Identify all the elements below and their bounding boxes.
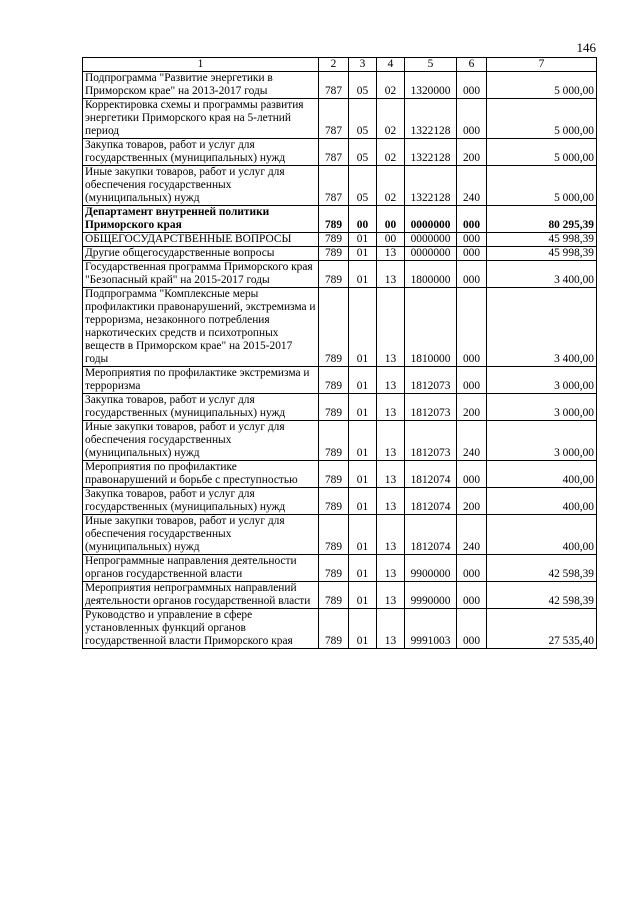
- row-name-cell: Иные закупки товаров, работ и услуг для обеспечения государственных (муниципальных) нужд: [83, 166, 319, 206]
- row-expense-type-cell: 000: [457, 72, 487, 99]
- row-subsection-cell: 02: [377, 139, 405, 166]
- row-target-article-cell: 1812073: [405, 421, 457, 461]
- row-subsection-cell: 13: [377, 367, 405, 394]
- row-expense-type-cell: 000: [457, 288, 487, 367]
- row-amount-cell: 5 000,00: [487, 99, 597, 139]
- row-name-cell: ОБЩЕГОСУДАРСТВЕННЫЕ ВОПРОСЫ: [83, 233, 319, 247]
- row-target-article-cell: 1812074: [405, 461, 457, 488]
- row-subsection-cell: 02: [377, 166, 405, 206]
- table-row: [83, 609, 597, 649]
- row-admin-code-cell: 789: [319, 288, 349, 367]
- row-admin-code-cell: 789: [319, 421, 349, 461]
- row-section-cell: 01: [349, 247, 377, 261]
- row-admin-code-cell: 789: [319, 394, 349, 421]
- row-subsection-cell: 13: [377, 247, 405, 261]
- row-subsection-cell: 13: [377, 261, 405, 288]
- row-name-cell: Мероприятия непрограммных направлений деятельности органов государственной власти: [83, 582, 319, 609]
- row-amount-cell: 3 000,00: [487, 367, 597, 394]
- row-expense-type-cell: 200: [457, 488, 487, 515]
- row-admin-code-cell: 789: [319, 367, 349, 394]
- row-amount-cell: 3 400,00: [487, 288, 597, 367]
- page-number: 146: [576, 40, 596, 55]
- table-row: [83, 515, 597, 555]
- row-expense-type-cell: 240: [457, 515, 487, 555]
- row-target-article-cell: 9900000: [405, 555, 457, 582]
- row-expense-type-cell: 000: [457, 461, 487, 488]
- row-amount-cell: 400,00: [487, 488, 597, 515]
- table-row: [83, 555, 597, 582]
- row-section-cell: 01: [349, 582, 377, 609]
- row-section-cell: 05: [349, 166, 377, 206]
- row-amount-cell: 45 998,39: [487, 247, 597, 261]
- table-row: [83, 72, 597, 99]
- row-section-cell: 05: [349, 72, 377, 99]
- table-row: [83, 421, 597, 461]
- row-section-cell: 05: [349, 139, 377, 166]
- row-expense-type-cell: 000: [457, 555, 487, 582]
- row-expense-type-cell: 000: [457, 233, 487, 247]
- row-amount-cell: 3 400,00: [487, 261, 597, 288]
- row-name-cell: Закупка товаров, работ и услуг для государственных (муниципальных) нужд: [83, 488, 319, 515]
- row-expense-type-cell: 000: [457, 247, 487, 261]
- row-target-article-cell: 1800000: [405, 261, 457, 288]
- table-row: [83, 461, 597, 488]
- row-admin-code-cell: 789: [319, 206, 349, 233]
- row-expense-type-cell: 000: [457, 367, 487, 394]
- row-name-cell: Подпрограмма "Развитие энергетики в Приморском крае" на 2013-2017 годы: [83, 72, 319, 99]
- row-amount-cell: 45 998,39: [487, 233, 597, 247]
- table-row: [83, 233, 597, 247]
- row-target-article-cell: 0000000: [405, 247, 457, 261]
- row-subsection-cell: 13: [377, 288, 405, 367]
- row-subsection-cell: 13: [377, 421, 405, 461]
- row-subsection-cell: 13: [377, 461, 405, 488]
- row-target-article-cell: 1812073: [405, 367, 457, 394]
- row-expense-type-cell: 000: [457, 261, 487, 288]
- row-subsection-cell: 13: [377, 394, 405, 421]
- row-admin-code-cell: 789: [319, 609, 349, 649]
- header-cell-3: 3: [349, 58, 377, 72]
- header-cell-7: 7: [487, 58, 597, 72]
- row-section-cell: 01: [349, 488, 377, 515]
- row-amount-cell: 400,00: [487, 515, 597, 555]
- row-target-article-cell: 0000000: [405, 206, 457, 233]
- row-target-article-cell: 0000000: [405, 233, 457, 247]
- row-section-cell: 01: [349, 233, 377, 247]
- row-amount-cell: 5 000,00: [487, 139, 597, 166]
- table-header-row: [83, 58, 597, 72]
- row-amount-cell: 5 000,00: [487, 72, 597, 99]
- row-target-article-cell: 1810000: [405, 288, 457, 367]
- row-section-cell: 01: [349, 555, 377, 582]
- row-target-article-cell: 1322128: [405, 99, 457, 139]
- row-target-article-cell: 1322128: [405, 139, 457, 166]
- row-section-cell: 01: [349, 367, 377, 394]
- row-section-cell: 05: [349, 99, 377, 139]
- row-expense-type-cell: 000: [457, 99, 487, 139]
- row-admin-code-cell: 789: [319, 515, 349, 555]
- budget-table: [82, 57, 597, 649]
- row-section-cell: 01: [349, 461, 377, 488]
- row-subsection-cell: 02: [377, 72, 405, 99]
- header-cell-6: 6: [457, 58, 487, 72]
- row-name-cell: Корректировка схемы и программы развития энергетики Приморского края на 5-летний период: [83, 99, 319, 139]
- row-section-cell: 01: [349, 421, 377, 461]
- row-admin-code-cell: 787: [319, 72, 349, 99]
- row-expense-type-cell: 000: [457, 206, 487, 233]
- row-section-cell: 01: [349, 394, 377, 421]
- row-name-cell: Мероприятия по профилактике экстремизма и терроризма: [83, 367, 319, 394]
- row-target-article-cell: 1320000: [405, 72, 457, 99]
- row-name-cell: Подпрограмма "Комплексные меры профилактики правонарушений, экстремизма и терроризма, незаконного потребления наркотических средств и психотропных веществ в Приморском крае" на 2015-2017 годы: [83, 288, 319, 367]
- table-row: [83, 367, 597, 394]
- row-amount-cell: 42 598,39: [487, 582, 597, 609]
- row-admin-code-cell: 789: [319, 461, 349, 488]
- table-row: [83, 99, 597, 139]
- row-section-cell: 01: [349, 288, 377, 367]
- table-row: [83, 261, 597, 288]
- row-name-cell: Иные закупки товаров, работ и услуг для обеспечения государственных (муниципальных) нужд: [83, 421, 319, 461]
- row-target-article-cell: 1812074: [405, 488, 457, 515]
- row-name-cell: Закупка товаров, работ и услуг для государственных (муниципальных) нужд: [83, 139, 319, 166]
- header-cell-2: 2: [319, 58, 349, 72]
- table-row: [83, 206, 597, 233]
- row-admin-code-cell: 787: [319, 99, 349, 139]
- row-subsection-cell: 13: [377, 582, 405, 609]
- row-target-article-cell: 1812073: [405, 394, 457, 421]
- row-subsection-cell: 13: [377, 555, 405, 582]
- budget-table-body: [83, 58, 597, 649]
- table-row: [83, 488, 597, 515]
- row-admin-code-cell: 789: [319, 261, 349, 288]
- row-amount-cell: 3 000,00: [487, 394, 597, 421]
- row-admin-code-cell: 789: [319, 555, 349, 582]
- row-admin-code-cell: 789: [319, 582, 349, 609]
- row-target-article-cell: 1812074: [405, 515, 457, 555]
- row-admin-code-cell: 789: [319, 247, 349, 261]
- row-target-article-cell: 9990000: [405, 582, 457, 609]
- header-cell-1: 1: [83, 58, 319, 72]
- table-row: [83, 582, 597, 609]
- row-section-cell: 01: [349, 609, 377, 649]
- table-row: [83, 247, 597, 261]
- row-expense-type-cell: 000: [457, 609, 487, 649]
- row-name-cell: Непрограммные направления деятельности органов государственной власти: [83, 555, 319, 582]
- row-name-cell: Департамент внутренней политики Приморского края: [83, 206, 319, 233]
- table-row: [83, 166, 597, 206]
- row-subsection-cell: 13: [377, 488, 405, 515]
- row-section-cell: 01: [349, 515, 377, 555]
- row-expense-type-cell: 000: [457, 582, 487, 609]
- row-subsection-cell: 13: [377, 609, 405, 649]
- row-target-article-cell: 9991003: [405, 609, 457, 649]
- row-name-cell: Мероприятия по профилактике правонарушений и борьбе с преступностью: [83, 461, 319, 488]
- row-expense-type-cell: 200: [457, 394, 487, 421]
- row-amount-cell: 400,00: [487, 461, 597, 488]
- row-expense-type-cell: 200: [457, 139, 487, 166]
- row-expense-type-cell: 240: [457, 421, 487, 461]
- row-amount-cell: 80 295,39: [487, 206, 597, 233]
- table-row: [83, 139, 597, 166]
- row-expense-type-cell: 240: [457, 166, 487, 206]
- row-name-cell: Руководство и управление в сфере установленных функций органов государственной власти Приморского края: [83, 609, 319, 649]
- table-row: [83, 394, 597, 421]
- header-cell-4: 4: [377, 58, 405, 72]
- row-target-article-cell: 1322128: [405, 166, 457, 206]
- row-admin-code-cell: 789: [319, 233, 349, 247]
- row-name-cell: Закупка товаров, работ и услуг для государственных (муниципальных) нужд: [83, 394, 319, 421]
- row-name-cell: Государственная программа Приморского края "Безопасный край" на 2015-2017 годы: [83, 261, 319, 288]
- row-subsection-cell: 00: [377, 233, 405, 247]
- table-row: [83, 288, 597, 367]
- row-name-cell: Другие общегосударственные вопросы: [83, 247, 319, 261]
- row-amount-cell: 42 598,39: [487, 555, 597, 582]
- row-name-cell: Иные закупки товаров, работ и услуг для обеспечения государственных (муниципальных) нужд: [83, 515, 319, 555]
- row-subsection-cell: 13: [377, 515, 405, 555]
- row-amount-cell: 3 000,00: [487, 421, 597, 461]
- row-subsection-cell: 02: [377, 99, 405, 139]
- row-amount-cell: 5 000,00: [487, 166, 597, 206]
- row-amount-cell: 27 535,40: [487, 609, 597, 649]
- row-admin-code-cell: 789: [319, 488, 349, 515]
- row-admin-code-cell: 787: [319, 166, 349, 206]
- row-section-cell: 01: [349, 261, 377, 288]
- row-subsection-cell: 00: [377, 206, 405, 233]
- row-section-cell: 00: [349, 206, 377, 233]
- header-cell-5: 5: [405, 58, 457, 72]
- row-admin-code-cell: 787: [319, 139, 349, 166]
